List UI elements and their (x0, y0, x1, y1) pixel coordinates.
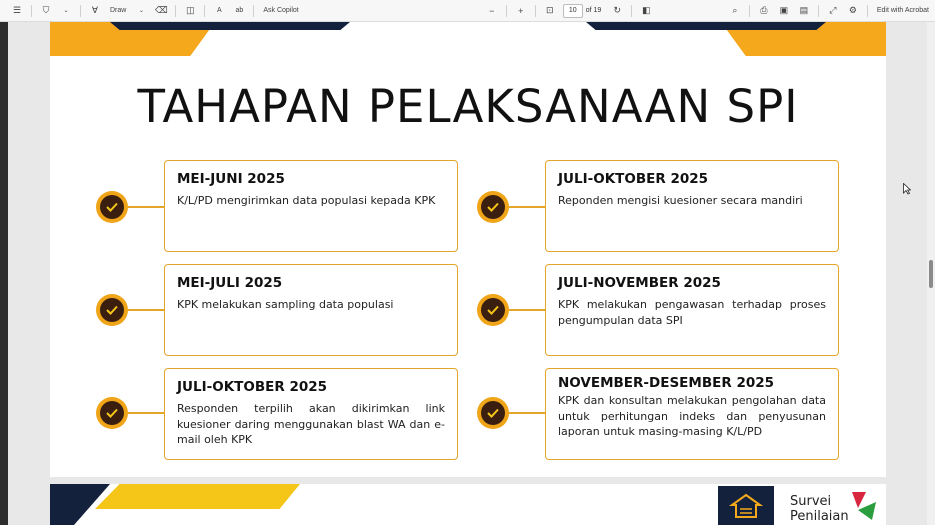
page-title: TAHAPAN PELAKSANAAN SPI (137, 80, 799, 133)
page-total: of 19 (585, 7, 602, 14)
card-date: MEI-JULI 2025 (177, 275, 283, 291)
toolbar-divider (31, 5, 32, 17)
toolbar-divider (535, 5, 536, 17)
timeline-card (545, 264, 839, 356)
timeline-card (545, 160, 839, 252)
read-aloud-icon[interactable]: A (217, 7, 222, 14)
search-icon[interactable]: ⌕ (732, 5, 738, 15)
survei-penilaian-logo-text (790, 494, 849, 524)
pdf-toolbar (0, 0, 935, 22)
decor-bar-top-right (586, 22, 826, 30)
toolbar-divider (631, 5, 632, 17)
highlight-icon[interactable]: ⛉ (42, 5, 50, 15)
decor-shape-yellow (95, 484, 300, 509)
card-description: Reponden mengisi kuesioner secara mandiri (558, 194, 803, 207)
timeline-card (164, 160, 458, 252)
toolbar-divider (204, 5, 205, 17)
menu-icon[interactable]: ☰ (12, 5, 22, 15)
chevron-down-icon[interactable]: ⌄ (63, 8, 69, 14)
translate-icon[interactable]: ab (235, 7, 244, 14)
decor-bar-top-left (110, 22, 350, 30)
checkmark-icon (96, 294, 128, 326)
timeline-card (164, 368, 458, 460)
chevron-down-icon[interactable]: ⌄ (138, 8, 144, 14)
card-description: KPK dan konsultan melakukan pengolahan data untuk perhitungan indeks dan penyusunan laporan untuk masing-masing K/L/PD (558, 394, 826, 438)
toolbar-divider (867, 5, 868, 17)
card-date: MEI-JUNI 2025 (177, 171, 285, 187)
logo-text-line: Survei (790, 494, 832, 509)
checkmark-icon (477, 191, 509, 223)
card-description: KPK melakukan pengawasan terhadap proses pengumpulan data SPI (558, 298, 826, 327)
textbox-icon[interactable]: ◫ (186, 5, 195, 15)
card-date: JULI-OKTOBER 2025 (177, 379, 328, 395)
card-description: Responden terpilih akan dikirimkan link kuesioner daring menggunakan blast WA dan e-mail oleh KPK (177, 402, 445, 446)
toolbar-divider (175, 5, 176, 17)
gear-icon[interactable]: ⚙ (848, 5, 857, 15)
card-date: NOVEMBER-DESEMBER 2025 (558, 375, 775, 391)
spi-mark-icon (846, 488, 882, 524)
step-connector (128, 309, 164, 311)
save-icon[interactable]: ▣ (779, 5, 789, 15)
step-connector (509, 309, 545, 311)
rotate-icon[interactable]: ↻ (613, 5, 622, 15)
toolbar-divider (749, 5, 750, 17)
card-date: JULI-OKTOBER 2025 (558, 171, 709, 187)
print-icon[interactable]: ⎙ (760, 5, 768, 15)
ask-copilot-button[interactable]: Ask Copilot (263, 7, 299, 14)
edit-with-acrobat-button[interactable]: Edit with Acrobat (876, 7, 929, 14)
toolbar-divider (80, 5, 81, 17)
step-connector (128, 206, 164, 208)
checkmark-icon (477, 397, 509, 429)
zoom-in-icon[interactable]: + (518, 5, 524, 16)
draw-button[interactable]: Draw (110, 7, 127, 14)
checkmark-icon (96, 191, 128, 223)
left-sidebar-strip (0, 22, 8, 525)
save-as-icon[interactable]: ▤ (799, 5, 809, 15)
fit-page-icon[interactable]: ⊡ (545, 5, 554, 15)
toolbar-divider (818, 5, 819, 17)
card-date: JULI-NOVEMBER 2025 (558, 275, 721, 291)
logo-text-line: Penilaian (790, 509, 849, 524)
draw-icon[interactable]: ∀ (91, 5, 99, 15)
toolbar-divider (253, 5, 254, 17)
checkmark-icon (96, 397, 128, 429)
zoom-out-icon[interactable]: − (489, 5, 495, 16)
card-description: KPK melakukan sampling data populasi (177, 298, 394, 311)
scrollbar-thumb[interactable] (929, 260, 933, 288)
mouse-cursor-icon (903, 183, 911, 195)
document-viewer[interactable] (0, 22, 935, 525)
step-connector (128, 412, 164, 414)
checkmark-icon (477, 294, 509, 326)
vertical-scrollbar[interactable] (927, 22, 935, 525)
step-connector (509, 206, 545, 208)
timeline-card (545, 368, 839, 460)
next-pdf-page (50, 484, 886, 525)
timeline-card (164, 264, 458, 356)
toolbar-divider (506, 5, 507, 17)
step-connector (509, 412, 545, 414)
pdf-page (50, 22, 886, 477)
fullscreen-icon[interactable]: ⤢ (829, 5, 837, 15)
card-description: K/L/PD mengirimkan data populasi kepada KPK (177, 194, 436, 207)
page-number-input[interactable]: 10 (563, 4, 583, 18)
eraser-icon[interactable]: ⌫ (154, 5, 168, 15)
kpk-logo (718, 486, 774, 525)
page-view-icon[interactable]: ◧ (642, 5, 651, 15)
